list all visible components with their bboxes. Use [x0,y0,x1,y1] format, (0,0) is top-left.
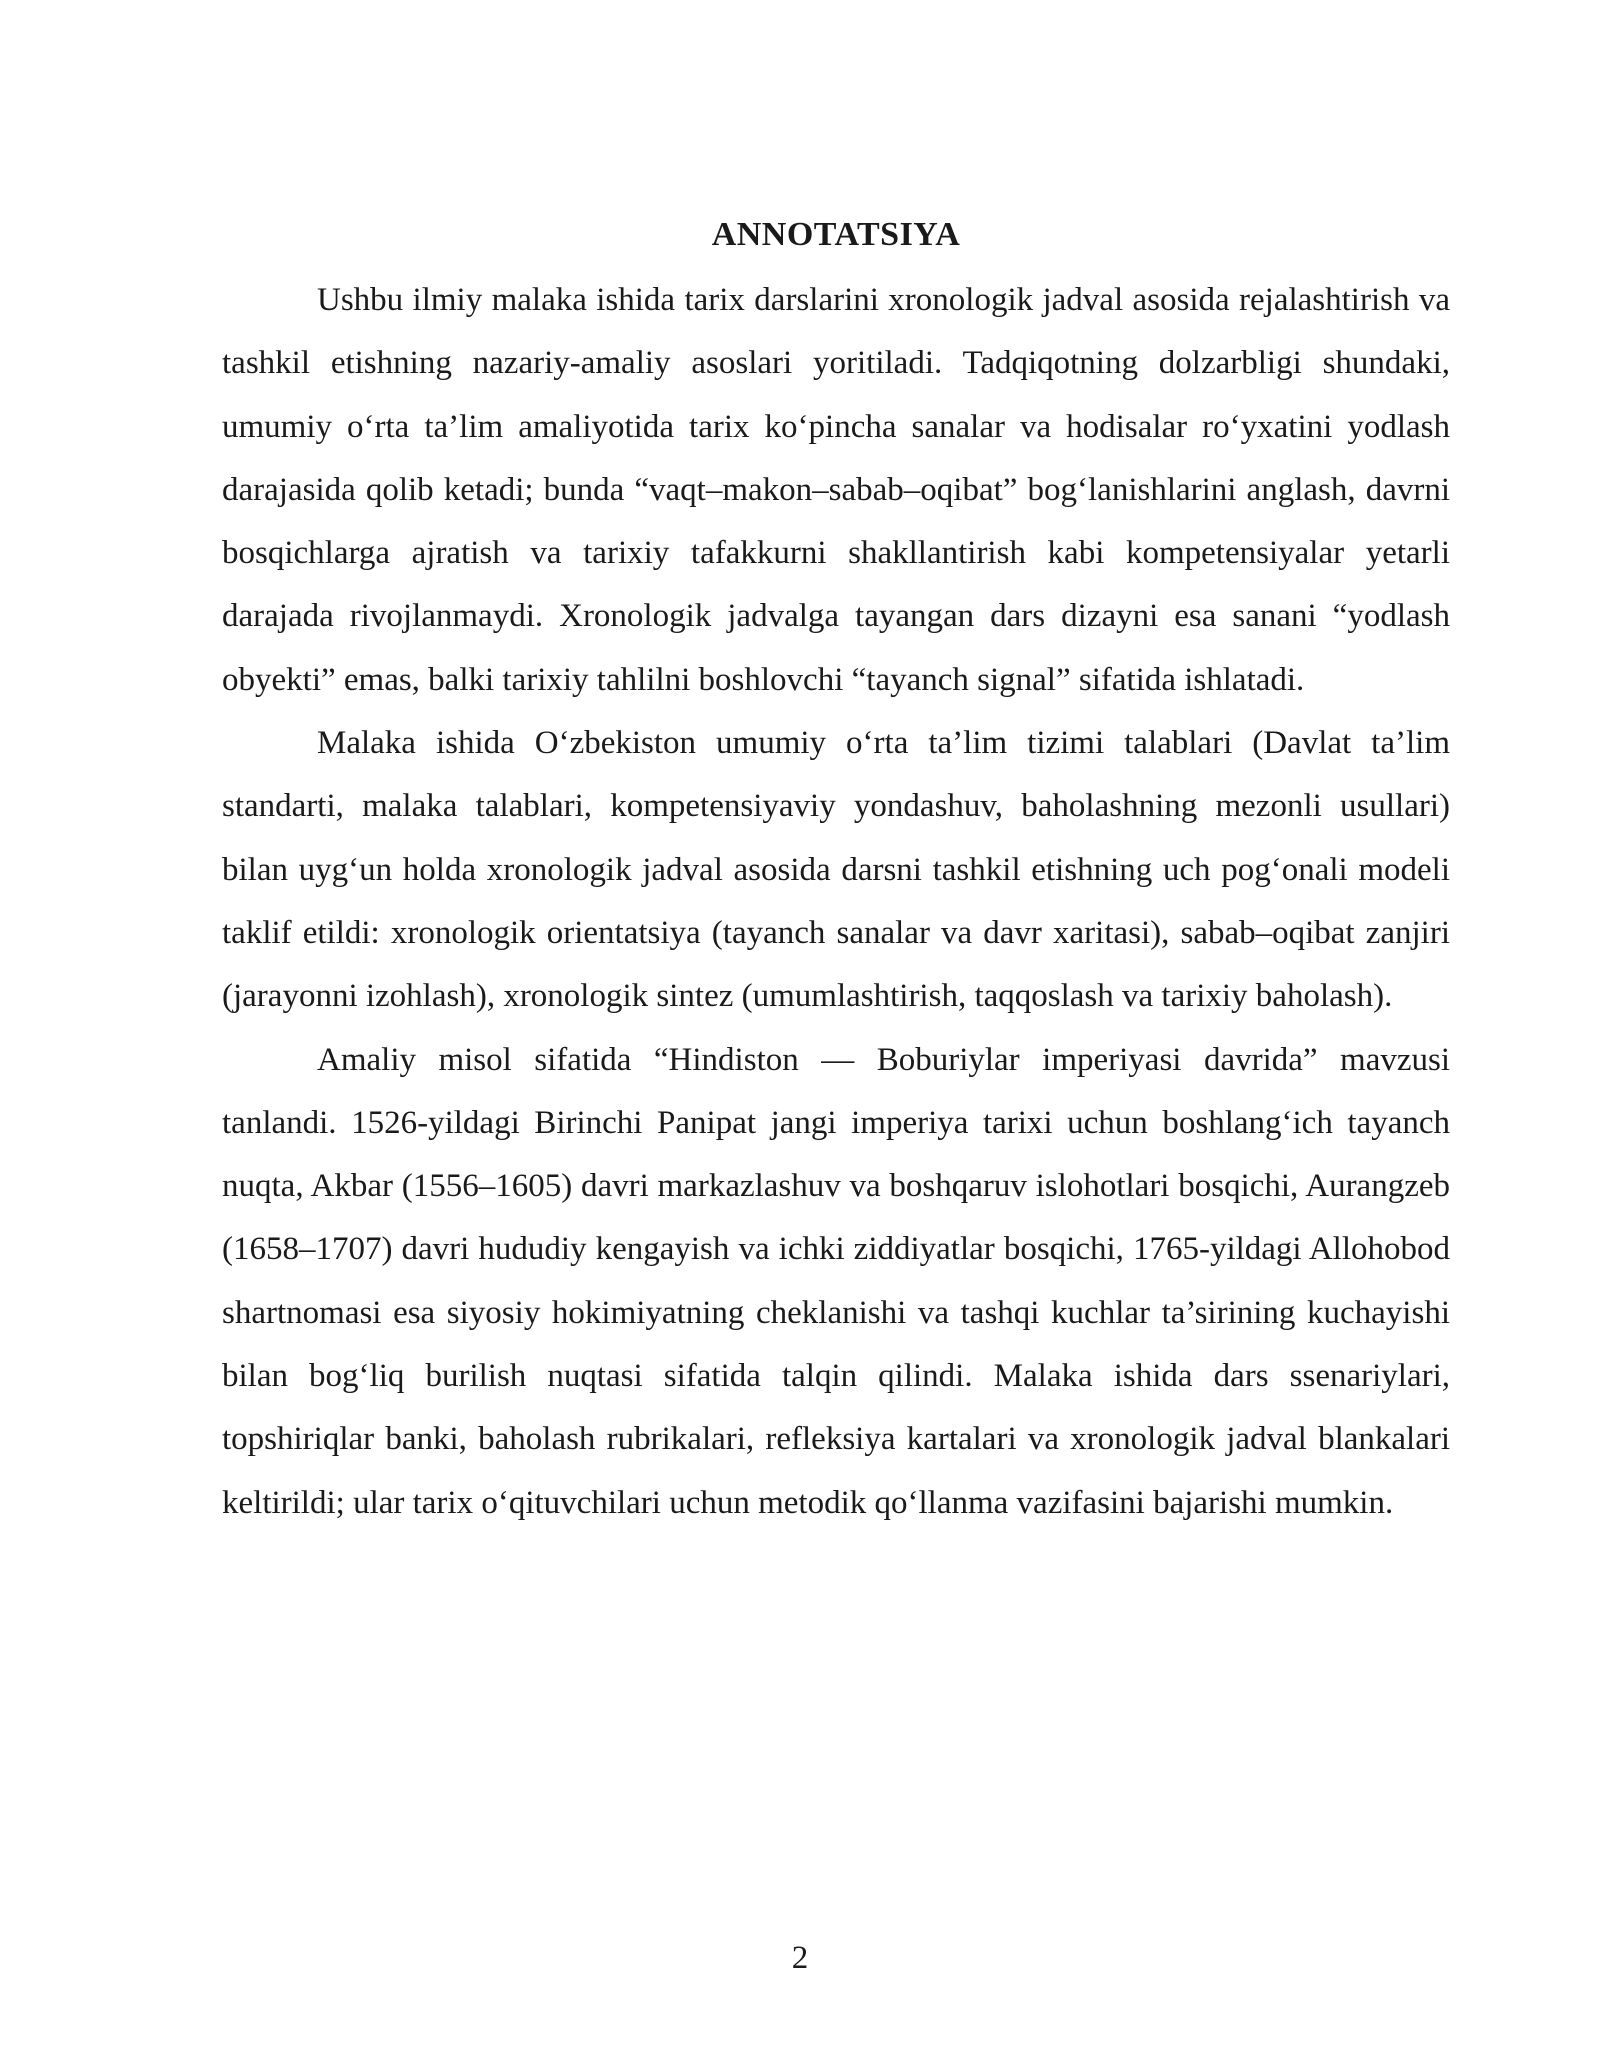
paragraph-example: Amaliy misol sifatida “Hindiston — Boburiylar imperiyasi davrida” mavzusi tanlandi. 1526-yildagi Birinchi Panipat jangi imperiya tarixi uchun boshlang‘ich tayanch nuqta, Akbar (1556–1605) davri markazlashuv va boshqaruv islohotlari bosqichi, Aurangzeb (1658–1707) davri hududiy kengayish va ichki ziddiyatlar bosqichi, 1765-yildagi Allohobod shartnomasi esa siyosiy hokimiyatning cheklanishi va tashqi kuchlar ta’sirining kuchayishi bilan bog‘liq burilish nuqtasi sifatida talqin qilindi. Malaka ishida dars ssenariylari, topshiriqlar banki, baholash rubrikalari, refleksiya kartalari va xronologik jadval blankalari keltirildi; ular tarix o‘qituvchilari uchun metodik qo‘llanma vazifasini bajarishi mumkin. [222,1041,1450,1521]
page-number: 2 [791,1940,809,1976]
page-heading: ANNOTATSIYA [711,216,961,253]
paragraph-model: Malaka ishida O‘zbekiston umumiy o‘rta ta’lim tizimi talablari (Davlat ta’lim standarti, malaka talablari, kompetensiyaviy yondashuv, baholashning mezonli usullari) bilan uyg‘un holda xronologik jadval asosida darsni tashkil etishning uch pog‘onali modeli taklif etildi: xronologik orientatsiya (tayanch sanalar va davr xaritasi), sabab–oqibat zanjiri (jarayonni izohlash), xronologik sintez (umumlashtirish, taqqoslash va tarixiy baholash). [222,725,1450,1015]
page-content [222,211,1450,1535]
paragraph-intro: Ushbu ilmiy malaka ishida tarix darslarini xronologik jadval asosida rejalashtirish va tashkil etishning nazariy-amaliy asoslari yoritiladi. Tadqiqotning dolzarbligi shundaki, umumiy o‘rta ta’lim amaliyotida tarix ko‘pincha sanalar va hodisalar ro‘yxatini yodlash darajasida qolib ketadi; bunda “vaqt–makon–sabab–oqibat” bog‘lanishlarini anglash, davrni bosqichlarga ajratish va tarixiy tafakkurni shakllantirish kabi kompetensiyalar yetarli darajada rivojlanmaydi. Xronologik jadvalga tayangan dars dizayni esa sanani “yodlash obyekti” emas, balki tarixiy tahlilni boshlovchi “tayanch signal” sifatida ishlatadi. [222,282,1450,698]
